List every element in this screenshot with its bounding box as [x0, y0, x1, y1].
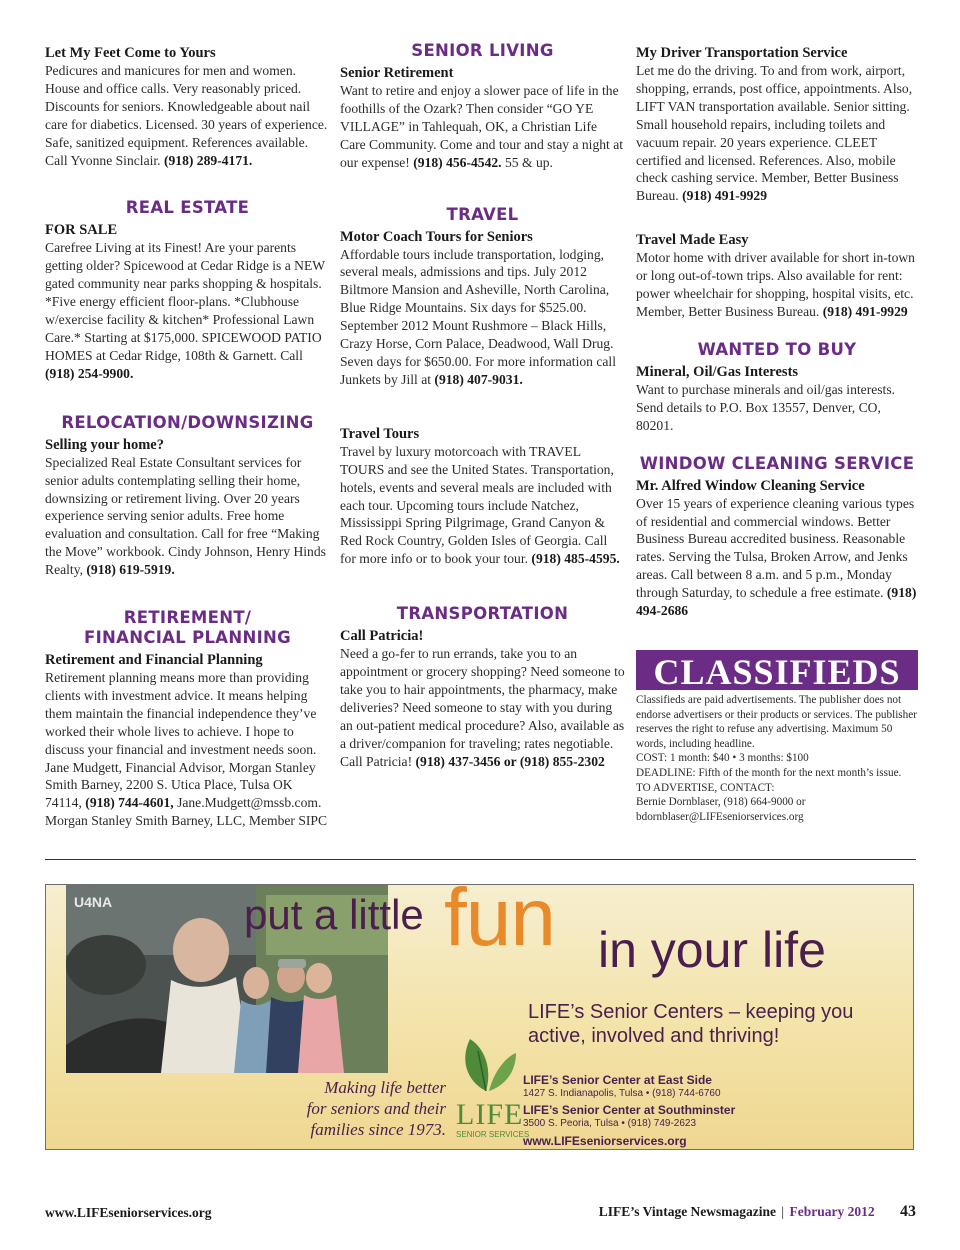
logo-word: LIFE [456, 1098, 524, 1131]
ad-body: Carefree Living at its Finest! Are your parents getting older? Spicewood at Cedar Ridge is a NEW gated community near parks shopping & hospitals. *Five energy efficient floor-plans. *Clubhouse w/exercise facility & kitchen* Professional Lawn Care.* Starting at $175,000. SPICEWOOD PATIO HOMES at Cedar Ridge, 108th & Garnett. Call (918) 254-9900. [45, 240, 325, 381]
ad-phone: (918) 485-4595. [531, 551, 620, 567]
ad-title: Senior Retirement [340, 65, 454, 81]
ad-travel-made-easy [636, 231, 918, 321]
center-southminster-address: 3500 S. Peoria, Tulsa • (918) 749-2623 [523, 1118, 697, 1129]
centers-list [523, 1073, 735, 1149]
section-senior-living [340, 41, 625, 172]
center-east-side-name: LIFE’s Senior Center at East Side [523, 1073, 712, 1087]
section-transportation [340, 604, 625, 770]
headline-part-a: put a little [244, 891, 424, 938]
banner-ad[interactable] [45, 884, 914, 1150]
section-heading: WANTED TO BUY [697, 339, 857, 359]
subhead-line-2: active, involved and thriving! [528, 1025, 780, 1047]
classifieds-contact-email[interactable]: bdornblaser@LIFEseniorservices.org [636, 810, 804, 823]
footer-separator: | [781, 1204, 785, 1219]
ad-phone: (918) 619-5919. [86, 562, 175, 578]
subhead-line-1: LIFE’s Senior Centers – keeping you [528, 1001, 854, 1023]
section-heading: FINANCIAL PLANNING [84, 628, 291, 648]
ad-title: Mineral, Oil/Gas Interests [636, 363, 799, 380]
ad-phone: (918) 437-3456 or (918) 855-2302 [415, 753, 605, 769]
section-heading: SENIOR LIVING [411, 41, 554, 60]
ad-my-driver [636, 44, 918, 205]
ad-title: Mr. Alfred Window Cleaning Service [636, 477, 865, 494]
classifieds-banner: CLASSIFIEDS [636, 650, 918, 690]
ad-body: Pedicures and manicures for men and women. House and office calls. Very reasonably priced. Discounts for seniors. Knowledgeable about nail care for diabetics. Licensed. 30 years of experience. Safe, sanitized equipment. References available. Call Yvonne Sinclair. (918) 289-4171. [45, 63, 328, 168]
ad-phone: (918) 407-9031. [434, 371, 523, 387]
classifieds-contact-label: TO ADVERTISE, CONTACT: [636, 781, 775, 794]
ad-body: Need a go-fer to run errands, take you to an appointment or grocery shopping? Need someone to take you to hair appointments, the pharmacy, make deliveries? Need someone to stay with you during an out-patient medical procedure? Also, available as a driver/companion for traveling; rates negotiable. Call Patricia! (918) 437-3456 or (918) 855-2302 [340, 646, 625, 769]
leaf-icon [456, 1031, 518, 1095]
section-window-cleaning [636, 454, 918, 620]
section-relocation [45, 413, 330, 579]
classifieds-info: Classifieds are paid advertisements. The publisher does not endorse advertisers or their products or services. The publisher reserves the right to refuse any advertising. Maximum 50 words, including headline. [636, 693, 917, 750]
column-center [340, 40, 625, 770]
footer-month: February 2012 [789, 1204, 875, 1219]
ad-body: Retirement planning means more than providing clients with investment advice. It means helping them maintain the financial independence they’ve worked their whole lives to achieve. I hope to discuss your financial and investment needs soon. Jane Mudgett, Financial Advisor, Morgan Stanley Smith Barney, 2200 S. Utica Place, Tulsa OK 74114, (918) 744-4601, Jane.Mudgett@mssb.com. Morgan Stanley Smith Barney, LLC, Member SIPC [45, 670, 328, 829]
ad-phone: (918) 744-4601, [85, 795, 174, 811]
classifieds-deadline: DEADLINE: Fifth of the month for the next month’s issue. [636, 766, 902, 779]
ad-title: Let My Feet Come to Yours [45, 45, 216, 61]
headline-part-b: in your life [598, 922, 826, 978]
ad-phone: (918) 289-4171. [163, 152, 253, 168]
column-left [45, 40, 330, 830]
tagline-line-3: families since 1973. [310, 1120, 446, 1139]
ad-feet [45, 44, 330, 169]
banner-website-link[interactable]: www.LIFEseniorservices.org [523, 1134, 687, 1148]
tagline-line-2: for seniors and their [306, 1099, 446, 1118]
headline-fun: fun [444, 884, 555, 963]
section-heading: TRANSPORTATION [396, 604, 569, 624]
ad-body: Want to retire and enjoy a slower pace of life in the foothills of the Ozark? Then consider “GO YE VILLAGE” in Tahlequah, OK, a Christian Life Care Community. Come and tour and stay a night at our expense! (918) 456-4542. 55 & up. [340, 83, 624, 170]
column-right [636, 40, 918, 824]
tagline-line-1: Making life better [324, 1078, 446, 1097]
footer-publication-info [599, 1203, 916, 1221]
ad-title: Selling your home? [45, 436, 164, 453]
ad-body: Over 15 years of experience cleaning various types of residential and commercial windows. Better Business Bureau accredited business. Reasonable rates. Serving the Tulsa, Broken Arrow, and Jenks areas. Call between 8 a.m. and 5 p.m., Monday through Saturday, to schedule a free estimate. (918) 494-2686 [636, 495, 917, 619]
life-logo [456, 1031, 530, 1143]
classifieds-contact-name: Bernie Dornblaser, (918) 664-9000 or [636, 796, 806, 809]
section-heading: TRAVEL [446, 204, 519, 224]
ad-body: Want to purchase minerals and oil/gas interests. Send details to P.O. Box 13557, Denver, CO, 80201. [636, 381, 896, 433]
section-heading: WINDOW CLEANING SERVICE [639, 453, 915, 473]
footer-publication: LIFE’s Vintage Newsmagazine [598, 1204, 777, 1219]
banner-tagline [296, 1077, 446, 1140]
section-wanted-to-buy [636, 340, 918, 435]
ad-title: Travel Made Easy [636, 232, 749, 249]
ad-title: Call Patricia! [340, 628, 424, 645]
page-number: 43 [900, 1203, 916, 1220]
ad-body: Motor home with driver available for short in-town or long out-of-town trips. Also available for rent: power wheelchair for shopping, hospital visits, etc. Member, Better Business Bureau. (918) 491-9929 [636, 250, 915, 319]
ad-phone: (918) 456-4542. [413, 154, 502, 170]
section-retirement [45, 608, 330, 830]
center-east-side-address: 1427 S. Indianapolis, Tulsa • (918) 744-6760 [523, 1088, 721, 1099]
section-heading: RETIREMENT/ [123, 608, 252, 628]
section-travel [340, 205, 625, 389]
classifieds-cost: COST: 1 month: $40 • 3 months: $100 [636, 752, 809, 765]
ad-travel-tours [340, 425, 625, 568]
ad-title: Motor Coach Tours for Seniors [340, 228, 533, 245]
ad-phone: (918) 254-9900. [45, 365, 134, 381]
section-real-estate [45, 198, 330, 382]
ad-phone: (918) 491-9929 [822, 303, 908, 319]
footer-website[interactable]: www.LIFEseniorservices.org [45, 1205, 212, 1220]
ad-title: Retirement and Financial Planning [45, 652, 263, 669]
ad-body: Travel by luxury motorcoach with TRAVEL TOURS and see the United States. Transportation, hotels, events and several meals are included with each tour. Upcoming tours include Natchez, Mississippi Spring Pilgrimage, Grand Canyon & Red Rock Country, Golden Isles of Georgia. Call for more info or to book your tour. (918) 485-4595. [340, 443, 620, 567]
ad-body: Affordable tours include transportation, lodging, several meals, admissions and tips. July 2012 Biltmore Mansion and Asheville, North Carolina, Blue Ridge Mountains. Six days for $525.00. September 2012 Mount Rushmore – Black Hills, Crazy Horse, Corn Palace, Deadwood, Wall Drug. Seven days for $650.00. For more information call Junkets by Jill at (918) 407-9031. [340, 246, 616, 387]
classifieds-box [636, 650, 918, 824]
logo-subtext: SENIOR SERVICES [456, 1130, 530, 1139]
center-southminster-name: LIFE’s Senior Center at Southminster [523, 1103, 736, 1117]
ad-phone: (918) 491-9929 [682, 188, 768, 204]
ad-title: FOR SALE [45, 222, 118, 239]
photo-aircraft-marking: U4NA [74, 894, 113, 910]
ad-phone: (918) 494-2686 [636, 585, 917, 619]
ad-body: Specialized Real Estate Consultant services for senior adults contemplating selling their home, downsizing or retirement living. Over 20 years experience serving senior adults. Free home evaluation and consultation. Call for free “Making the Move” workbook. Cindy Johnson, Henry Hinds Realty, (918) 619-5919. [45, 454, 326, 578]
divider-rule [45, 859, 916, 860]
ad-title: My Driver Transportation Service [636, 45, 848, 61]
section-heading: REAL ESTATE [125, 198, 250, 218]
section-heading: RELOCATION/DOWNSIZING [61, 412, 314, 432]
banner-subhead [528, 1000, 853, 1048]
ad-body: Let me do the driving. To and from work, airport, shopping, errands, post office, appointments. Also, LIFT VAN transportation available. Senior sitting. Small household repairs, including toilets and vacuum repair. 20 years experience. CLEET certified and licensed. References. Also, mobile check cashing service. Member, Better Business Bureau. (918) 491-9929 [636, 63, 913, 204]
ad-title: Travel Tours [340, 425, 420, 442]
